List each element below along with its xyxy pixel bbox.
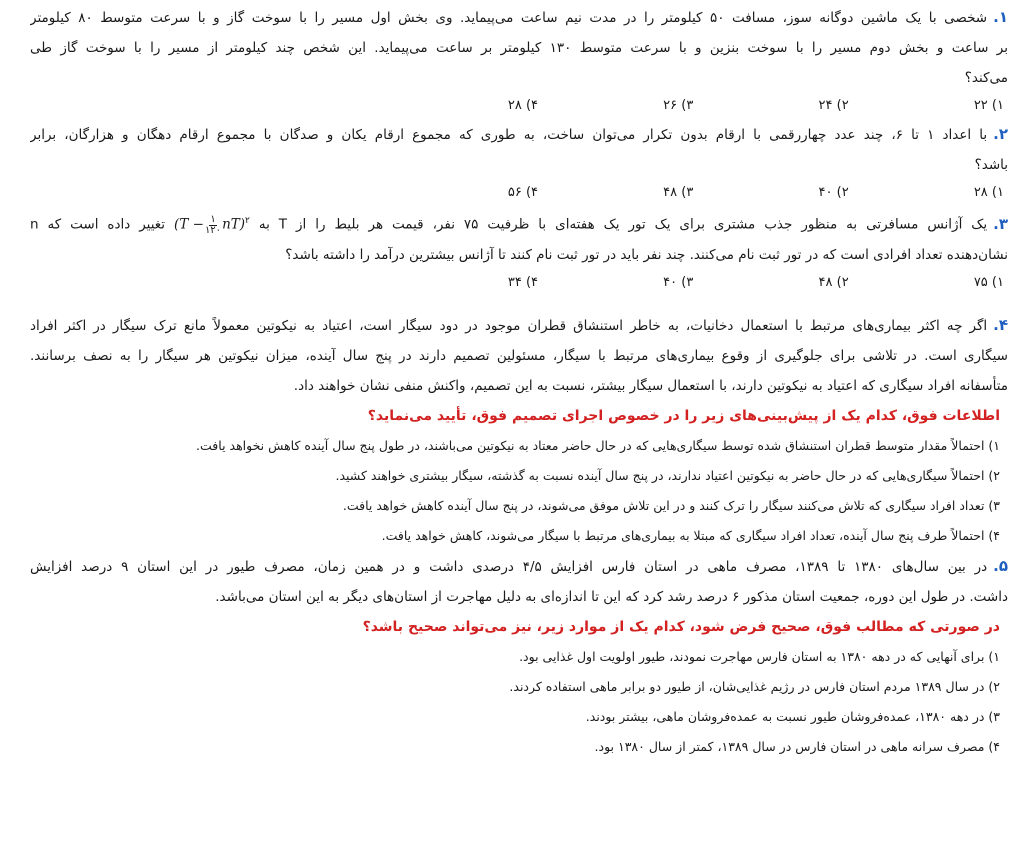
question-1-line-3: می‌کند؟ [964, 70, 1008, 86]
question-number: ۳. [993, 214, 1008, 233]
choice-4[interactable]: ۴) احتمالاً طرف پنج سال آینده، تعداد افراد سیگاری که مبتلا به بیماری‌های مرتبط با سیگار می‌شوند، کاهش خواهد یافت. [381, 527, 1000, 543]
choice-4[interactable]: ۴) مصرف سرانه ماهی در استان فارس در سال ۱۳۸۹، کمتر از سال ۱۳۸۰ بود. [594, 738, 1000, 754]
question-2-line-2: باشد؟ [974, 157, 1008, 173]
question-1-line-1: ۱.شخصی با یک ماشین دوگانه سوز، مسافت ۵۰ کیلومتر را در مدت نیم ساعت می‌پیماید. وی بخش اول مسیر را با سوخت گاز و با سرعت متوسط ۸۰ کیلومتر [30, 8, 1008, 26]
question-number: ۴. [993, 315, 1008, 334]
choice-3[interactable]: ۳) در دهه ۱۳۸۰، عمده‌فروشان طیور نسبت به عمده‌فروشان ماهی، بیشتر بودند. [585, 708, 1000, 724]
option-1[interactable]: ۱) ۲۲ [973, 98, 1004, 113]
option-4[interactable]: ۴) ۲۸ [507, 98, 539, 113]
question-5-line-2: داشت. در طول این دوره، جمعیت استان مذکور ۶ درصد رشد کرد که این تا اندازه‌ای به دلیل مهاجرت از استان‌های دیگر به این استان می‌باشد. [215, 588, 1008, 605]
option-2[interactable]: ۲) ۲۴ [818, 98, 849, 113]
choice-1[interactable]: ۱) احتمالاً مقدار متوسط قطران استنشاق شده توسط سیگاری‌هایی که در حال حاضر معتاد به نیکوتین می‌باشند، در طول پنج سال آینده کاهش نخواهد یافت. [196, 437, 1000, 453]
question-4 [30, 310, 1008, 551]
question-2-options [30, 180, 1008, 206]
question-3 [30, 206, 1008, 296]
question-1 [30, 2, 1008, 119]
option-4[interactable]: ۴) ۵۶ [507, 185, 539, 200]
price-formula: (T − $\frac{۱}{۱۲۰}$ nT)$^۲$ [174, 213, 250, 236]
spacer [30, 296, 1008, 310]
question-number: ۱. [993, 8, 1008, 26]
option-3[interactable]: ۳) ۴۸ [663, 185, 694, 200]
question-2 [30, 119, 1008, 206]
question-5-line-1: ۵.در بین سال‌های ۱۳۸۰ تا ۱۳۸۹، مصرف ماهی در استان فارس افزایش ۴/۵ درصدی داشت و در همین زمان، مصرف طیور در این استان ۹ درصد افزایش [30, 556, 1008, 575]
option-2[interactable]: ۲) ۴۰ [818, 185, 849, 200]
question-4-prompt: اطلاعات فوق، کدام یک از پیش‌بینی‌های زیر را در خصوص اجرای تصمیم فوق، تأیید می‌نماید؟ [367, 407, 1000, 424]
question-4-line-3: متأسفانه افراد سیگاری که اعتیاد به نیکوتین دارند، با استعمال سیگار بیشتر، نسبت به این تصمیم، واکنش منفی نشان خواهند داد. [293, 377, 1008, 394]
question-number: ۵. [993, 556, 1008, 575]
question-2-line-1: ۲.با اعداد ۱ تا ۶، چند عدد چهاررقمی با ارقام بدون تکرار می‌توان ساخت، به طوری که مجموع ارقام یکان و صدگان با مجموع ارقام دهگان و هزارگان، برابر [30, 125, 1008, 143]
option-2[interactable]: ۲) ۴۸ [818, 274, 849, 290]
choice-3[interactable]: ۳) تعداد افراد سیگاری که تلاش می‌کنند سیگار را ترک کنند و در این تلاش موفق می‌شوند، در پنج سال آینده کاهش خواهد یافت. [342, 497, 1000, 513]
choice-1[interactable]: ۱) برای آنهایی که در دهه ۱۳۸۰ به استان فارس مهاجرت نمودند، طیور اولویت اول غذایی بود. [519, 648, 1000, 664]
option-1[interactable]: ۱) ۷۵ [973, 274, 1004, 290]
option-1[interactable]: ۱) ۲۸ [973, 185, 1004, 200]
option-3[interactable]: ۳) ۴۰ [663, 274, 694, 290]
question-1-line-2: بر ساعت و بخش دوم مسیر را با سوخت بنزین و با سرعت متوسط ۱۳۰ کیلومتر بر ساعت می‌پیماید. این شخص چند کیلومتر از مسیر را با سوخت گاز طی [30, 40, 1008, 56]
option-3[interactable]: ۳) ۲۶ [663, 98, 694, 113]
question-3-options [30, 270, 1008, 296]
question-4-line-1: ۴.اگر چه اکثر بیماری‌های مرتبط با استعمال دخانیات، به خاطر استنشاق قطران موجود در دود سیگار است، اعتیاد به نیکوتین معمولاً مانع ترک سیگار در اکثر افراد [30, 315, 1008, 334]
option-4[interactable]: ۴) ۳۴ [507, 274, 539, 290]
fraction: $\frac{۱}{۱۲۰}$ [204, 213, 222, 236]
question-5 [30, 551, 1008, 762]
choice-2[interactable]: ۲) احتمالاً سیگاری‌هایی که در حال حاضر به نیکوتین اعتیاد ندارند، در پنج سال آینده نسبت به گذشته، سیگار بیشتری خواهند کشید. [335, 467, 1000, 483]
question-3-line-2: نشان‌دهنده تعداد افرادی است که در تور ثبت نام می‌کنند. چند نفر باید در تور ثبت نام کنند تا آژانس بیشترین درآمد را داشته باشد؟ [285, 246, 1008, 263]
choice-2[interactable]: ۲) در سال ۱۳۸۹ مردم استان فارس در رژیم غذایی‌شان، از طیور دو برابر ماهی استفاده کردند. [509, 678, 1000, 694]
question-5-prompt: در صورتی که مطالب فوق، صحیح فرض شود، کدام یک از موارد زیر، نیز می‌تواند صحیح باشد؟ [362, 618, 1000, 635]
question-number: ۲. [993, 125, 1008, 143]
question-3-line-1: ۳.یک آژانس مسافرتی به منظور جذب مشتری برای یک تور یک هفته‌ای با ظرفیت ۷۵ نفر، قیمت هر بلیط را از T به (T − $\frac{۱}{۱۲۰}$ nT)$^۲$ تغییر داده است که n [30, 206, 1008, 240]
question-1-options [30, 93, 1008, 119]
question-4-line-2: سیگاری است. در تلاشی برای جلوگیری از وقوع بیماری‌های مرتبط با سیگار، مسئولین تصمیم دارند در پنج سال آینده، میزان نیکوتین هر سیگار را به نصف برسانند. [30, 347, 1008, 364]
